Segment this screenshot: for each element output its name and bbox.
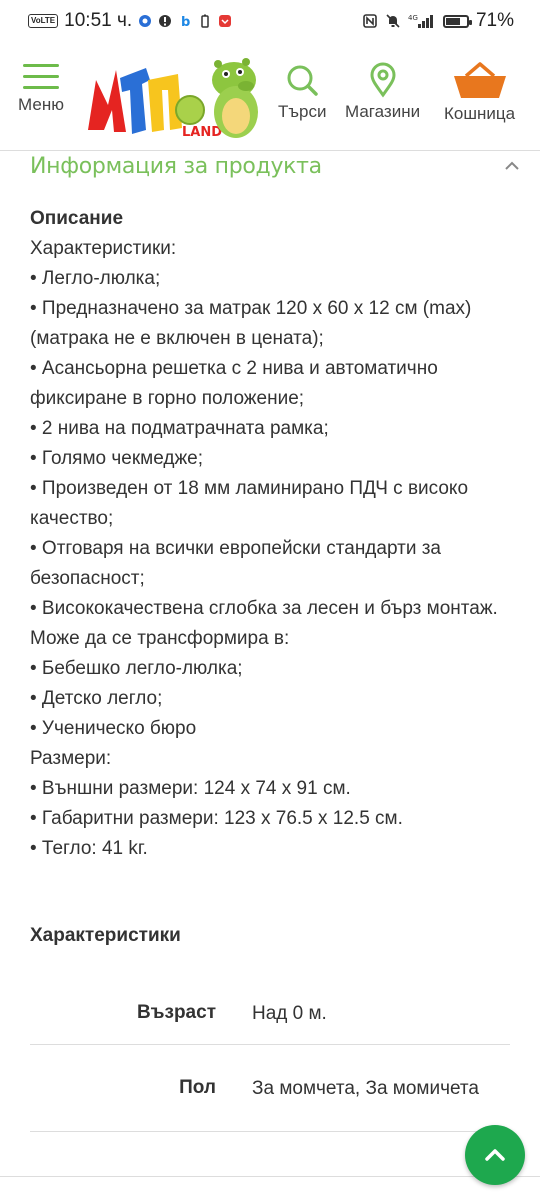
battery-alert-icon bbox=[198, 14, 212, 28]
alert-notification-icon bbox=[158, 14, 172, 28]
description-line: • Произведен от 18 мм ламинирано ПДЧ с високо качество; bbox=[30, 478, 469, 529]
signal-icon bbox=[408, 13, 436, 29]
scroll-to-top-button[interactable] bbox=[465, 1125, 525, 1185]
hamburger-icon bbox=[23, 64, 59, 89]
battery-icon bbox=[443, 15, 469, 28]
status-time: 10:51 ч. bbox=[64, 10, 133, 31]
description-line: • Ученическо бюро bbox=[30, 718, 197, 739]
description-line: Характеристики: bbox=[30, 238, 177, 259]
chevron-up-icon[interactable] bbox=[504, 160, 520, 172]
description-heading: Описание bbox=[30, 208, 124, 229]
table-row bbox=[30, 982, 510, 1045]
search-label: Търси bbox=[278, 102, 327, 121]
svg-text:b: b bbox=[181, 15, 191, 28]
site-header bbox=[0, 44, 540, 151]
gender-value: За момчета, За момичета bbox=[252, 1077, 479, 1099]
description-line: • Детско легло; bbox=[30, 688, 163, 709]
cart-button[interactable] bbox=[444, 62, 515, 124]
description-line: • 2 нива на подматрачната рамка; bbox=[30, 418, 329, 439]
description-line: • Голямо чекмедже; bbox=[30, 448, 204, 469]
cart-label: Кошница bbox=[444, 104, 516, 123]
status-bar bbox=[0, 0, 540, 44]
nfc-icon bbox=[362, 13, 378, 29]
stores-button[interactable] bbox=[345, 62, 420, 122]
age-key: Възраст bbox=[136, 1002, 216, 1023]
section-title: Информация за продукта bbox=[30, 154, 322, 179]
description-line: • Асансьорна решетка с 2 нива и автоматично фиксиране в горно положение; bbox=[30, 358, 438, 409]
gender-key: Пол bbox=[179, 1077, 216, 1098]
app-notification-icon bbox=[138, 14, 152, 28]
description-line: • Висококачествена сглобка за лесен и бърз монтаж. bbox=[30, 598, 498, 619]
description-line: • Тегло: 41 kг. bbox=[30, 838, 148, 859]
svg-text:LAND: LAND bbox=[182, 125, 223, 140]
description-lines bbox=[30, 234, 520, 864]
basket-icon bbox=[452, 62, 508, 100]
divider bbox=[0, 1176, 540, 1177]
age-value: Над 0 м. bbox=[252, 1002, 327, 1024]
menu-label: Меню bbox=[18, 95, 64, 114]
network-type: 4G bbox=[407, 14, 418, 22]
description-line: • Външни размери: 124 х 74 х 91 см. bbox=[30, 778, 351, 799]
volte-icon: VoLTE bbox=[28, 14, 58, 28]
stores-label: Магазини bbox=[345, 102, 421, 121]
characteristics-table bbox=[30, 982, 510, 1132]
description-line: • Легло-люлка; bbox=[30, 268, 161, 289]
b-app-icon bbox=[178, 14, 192, 28]
location-pin-icon bbox=[365, 62, 401, 98]
description-line: • Бебешко легло-люлка; bbox=[30, 658, 243, 679]
description-line: • Отговаря на всички европейски стандарти за безопасност; bbox=[30, 538, 441, 589]
description-line: • Предназначено за матрак 120 х 60 х 12 см (max) (матрака не е включен в цената); bbox=[30, 298, 472, 349]
mute-icon bbox=[385, 13, 401, 29]
search-icon bbox=[284, 62, 320, 98]
description-line: Размери: bbox=[30, 748, 112, 769]
table-row bbox=[30, 1045, 510, 1132]
chevron-up-icon bbox=[483, 1145, 507, 1163]
mail-app-icon bbox=[218, 14, 232, 28]
hippoland-logo[interactable] bbox=[86, 50, 266, 140]
search-button[interactable] bbox=[278, 62, 326, 122]
description-line: • Габаритни размери: 123 х 76.5 х 12.5 см. bbox=[30, 808, 403, 829]
characteristics-heading: Характеристики bbox=[30, 925, 181, 946]
battery-percent: 71% bbox=[475, 10, 514, 31]
product-description bbox=[30, 204, 520, 864]
description-line: Може да се трансформира в: bbox=[30, 628, 290, 649]
product-info-accordion-header[interactable] bbox=[30, 152, 520, 186]
menu-button[interactable] bbox=[16, 64, 66, 115]
